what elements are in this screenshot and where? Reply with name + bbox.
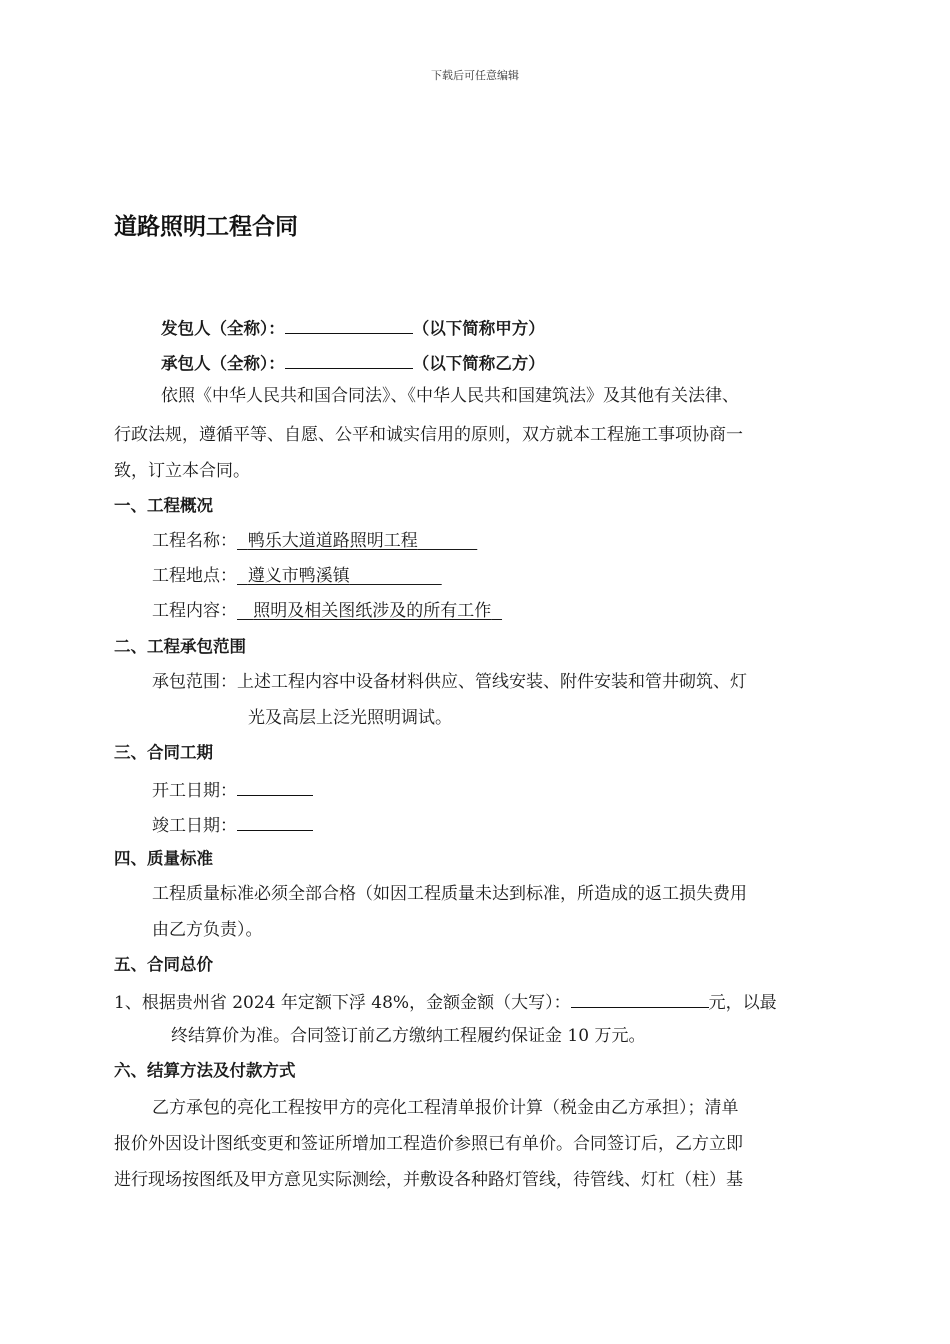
end-date-label: 竣工日期： xyxy=(152,816,237,836)
amount-in-words-blank[interactable] xyxy=(571,989,709,1008)
price-text: 1、根据贵州省 2024 年定额下浮 48%，金额金额（大写）： xyxy=(114,993,571,1013)
settlement-line-2: 报价外因设计图纸变更和签证所增加工程造价参照已有单价。合同签订后，乙方立即 xyxy=(114,1134,743,1154)
section-5-heading: 五、合同总价 xyxy=(114,955,213,974)
section-4-heading: 四、质量标准 xyxy=(114,849,213,868)
scope-line-2: 光及高层上泛光照明调试。 xyxy=(248,708,452,728)
quality-line-2: 由乙方负责）。 xyxy=(152,920,263,940)
project-content-value: 照明及相关图纸涉及的所有工作 xyxy=(253,601,492,621)
employer-suffix: （以下简称甲方） xyxy=(412,319,545,338)
page-header-note: 下载后可任意编辑 xyxy=(431,69,519,82)
settlement-line-1: 乙方承包的亮化工程按甲方的亮化工程清单报价计算（税金由乙方承担）；清单 xyxy=(152,1098,739,1118)
project-name-value: 鸭乐大道道路照明工程 xyxy=(247,531,418,551)
project-name-label: 工程名称： xyxy=(152,531,237,551)
section-2-heading: 二、工程承包范围 xyxy=(114,637,246,656)
contractor-name-blank[interactable] xyxy=(285,350,413,369)
section-3-heading: 三、合同工期 xyxy=(114,743,213,762)
end-date-line xyxy=(152,812,313,837)
preamble-line-1: 依照《中华人民共和国合同法》、《中华人民共和国建筑法》及其他有关法律、 xyxy=(161,386,739,406)
section-6-heading: 六、结算方法及付款方式 xyxy=(114,1061,296,1080)
employer-label: 发包人（全称）： xyxy=(161,319,285,338)
contractor-line xyxy=(161,350,545,375)
employer-line xyxy=(161,315,545,340)
contractor-label: 承包人（全称）： xyxy=(161,354,285,373)
section-1-heading: 一、工程概况 xyxy=(114,496,213,515)
settlement-line-3: 进行现场按图纸及甲方意见实际测绘，并敷设各种路灯管线，待管线、灯杠（柱）基 xyxy=(114,1170,743,1190)
price-unit-text: 元，以最 xyxy=(708,993,777,1013)
document-title: 道路照明工程合同 xyxy=(114,214,298,240)
contractor-suffix: （以下简称乙方） xyxy=(412,354,545,373)
start-date-line xyxy=(152,777,313,802)
preamble-line-2: 行政法规，遵循平等、自愿、公平和诚实信用的原则，双方就本工程施工事项协商一 xyxy=(114,425,743,445)
employer-name-blank[interactable] xyxy=(285,315,413,334)
quality-line-1: 工程质量标准必须全部合格（如因工程质量未达到标准，所造成的返工损失费用 xyxy=(152,884,747,904)
price-line-1 xyxy=(114,989,777,1014)
start-date-label: 开工日期： xyxy=(152,781,237,801)
price-line-2: 终结算价为准。合同签订前乙方缴纳工程履约保证金 10 万元。 xyxy=(171,1026,646,1046)
scope-line-1: 承包范围：上述工程内容中设备材料供应、管线安装、附件安装和管井砌筑、灯 xyxy=(152,672,747,692)
project-location-value: 遵义市鸭溪镇 xyxy=(247,566,350,586)
project-name-line xyxy=(152,530,477,552)
project-content-label: 工程内容： xyxy=(152,601,237,621)
project-location-line xyxy=(152,565,442,587)
project-content-line xyxy=(152,600,502,622)
preamble-line-3: 致，订立本合同。 xyxy=(114,461,250,481)
project-location-label: 工程地点： xyxy=(152,566,237,586)
end-date-blank[interactable] xyxy=(237,812,313,831)
start-date-blank[interactable] xyxy=(237,777,313,796)
